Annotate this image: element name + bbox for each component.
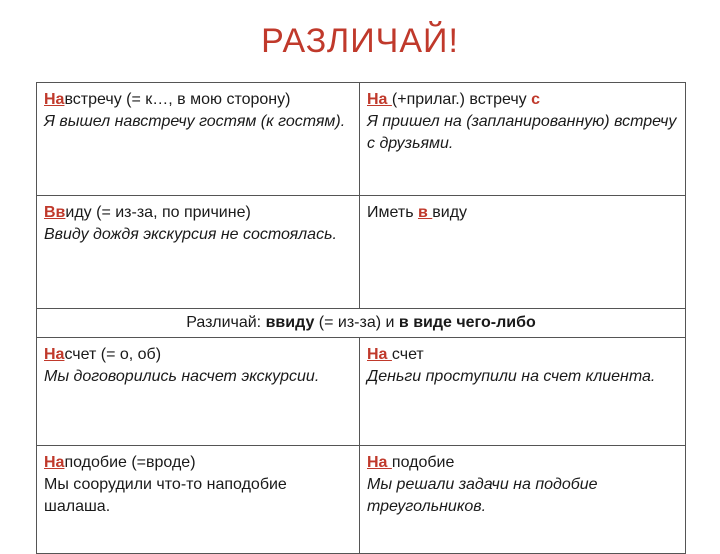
word-rest: иду (= из-за, по причине): [65, 204, 251, 221]
cell-napodobie: [37, 446, 360, 554]
example-text: Мы договорились насчет экскурсии.: [44, 368, 320, 385]
word-rest: подобие: [391, 454, 455, 471]
cell-na-schet: [360, 338, 686, 446]
highlight-prefix: На: [44, 454, 65, 471]
highlight-prefix: На: [367, 91, 392, 108]
highlight-prefix: На: [367, 454, 392, 471]
highlight-prefix: Вв: [44, 204, 66, 221]
table-row: [37, 338, 686, 446]
page-title: РАЗЛИЧАЙ!: [261, 22, 459, 60]
highlight-prefix: На: [44, 346, 65, 363]
highlight-preposition: с: [531, 91, 541, 108]
word-rest: виду: [432, 204, 468, 221]
note-word-2: в виде чего-либо: [398, 314, 536, 331]
word-rest: счет: [391, 346, 424, 363]
table-row: [37, 446, 686, 554]
example-text: Мы решали задачи на подобие треугольников.: [367, 476, 598, 515]
word-rest: встречу (= к…, в мою сторону): [64, 91, 291, 108]
table-row: [37, 196, 686, 309]
cell-distinguish-note: [37, 309, 686, 338]
word-rest: (+прилаг.) встречу: [391, 91, 532, 108]
cell-vvidu: [37, 196, 360, 309]
highlight-prefix: На: [44, 91, 65, 108]
word-rest: счет (= о, об): [64, 346, 162, 363]
word-rest: подобие (=вроде): [64, 454, 196, 471]
note-pre: Различай:: [186, 314, 266, 331]
cell-na-podobie: [360, 446, 686, 554]
table-row: [37, 309, 686, 338]
note-word-1: ввиду: [265, 314, 315, 331]
cell-navstrechu: [37, 83, 360, 196]
note-mid: (= из-за) и: [314, 314, 399, 331]
word-pre: Иметь: [367, 204, 418, 221]
table-row: [37, 83, 686, 196]
cell-na-vstrechu: [360, 83, 686, 196]
example-text: Я пришел на (запланированную) встречу с друзьями.: [367, 113, 677, 152]
highlight-preposition: в: [417, 204, 433, 221]
example-text: Ввиду дождя экскурсия не состоялась.: [44, 226, 337, 243]
example-text: Я вышел навстречу гостям (к гостям).: [44, 113, 346, 130]
highlight-prefix: На: [367, 346, 392, 363]
comparison-table: [36, 82, 686, 554]
example-text: Мы соорудили что-то наподобие шалаша.: [44, 476, 287, 515]
example-text: Деньги проступили на счет клиента.: [367, 368, 656, 385]
cell-imet-v-vidu: [360, 196, 686, 309]
cell-naschet: [37, 338, 360, 446]
